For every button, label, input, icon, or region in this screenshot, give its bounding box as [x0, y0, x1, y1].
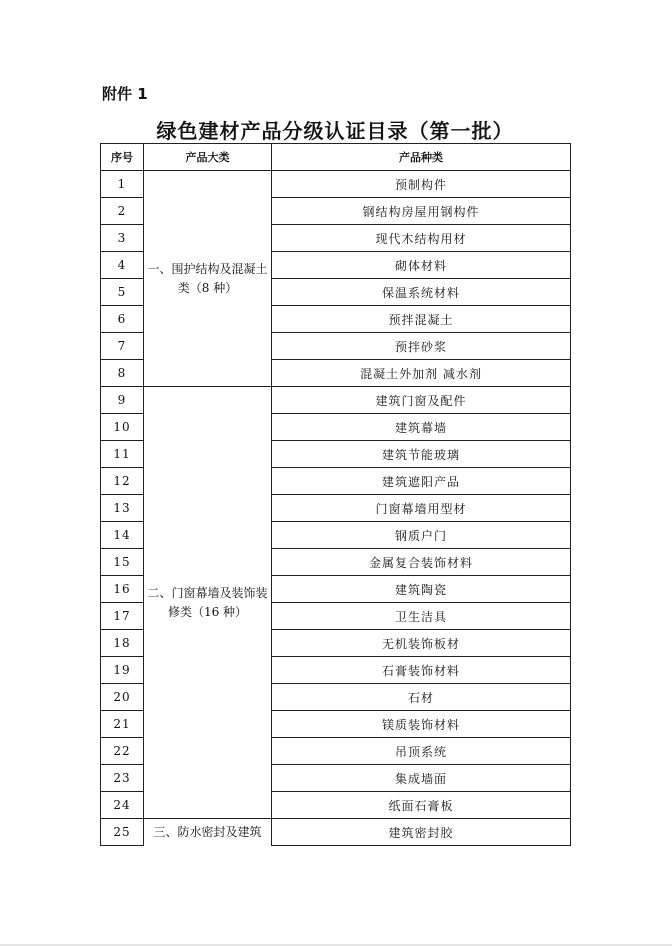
product-name: 预拌混凝土 — [272, 306, 571, 333]
product-name: 金属复合装饰材料 — [272, 549, 571, 576]
product-name: 建筑门窗及配件 — [272, 387, 571, 414]
row-index: 6 — [101, 306, 144, 333]
row-index: 1 — [101, 171, 144, 198]
row-index: 16 — [101, 576, 144, 603]
product-name: 集成墙面 — [272, 765, 571, 792]
row-index: 12 — [101, 468, 144, 495]
row-index: 7 — [101, 333, 144, 360]
table-row — [101, 171, 571, 198]
table-body — [101, 171, 571, 846]
catalog-table — [100, 143, 571, 846]
product-name: 吊顶系统 — [272, 738, 571, 765]
product-name: 预制构件 — [272, 171, 571, 198]
attachment-label: 附件 1 — [102, 85, 148, 103]
product-name: 砌体材料 — [272, 252, 571, 279]
row-index: 18 — [101, 630, 144, 657]
product-name: 建筑节能玻璃 — [272, 441, 571, 468]
row-index: 5 — [101, 279, 144, 306]
category-cell: 一、围护结构及混凝土类（8 种） — [144, 171, 272, 387]
row-index: 9 — [101, 387, 144, 414]
row-index: 20 — [101, 684, 144, 711]
product-name: 建筑密封胶 — [272, 819, 571, 846]
product-name: 门窗幕墙用型材 — [272, 495, 571, 522]
product-name: 建筑幕墙 — [272, 414, 571, 441]
row-index: 22 — [101, 738, 144, 765]
table-row — [101, 387, 571, 414]
product-name: 镁质装饰材料 — [272, 711, 571, 738]
product-name: 钢结构房屋用钢构件 — [272, 198, 571, 225]
category-cell: 二、门窗幕墙及装饰装修类（16 种） — [144, 387, 272, 819]
row-index: 10 — [101, 414, 144, 441]
product-name: 建筑遮阳产品 — [272, 468, 571, 495]
header-category: 产品大类 — [144, 144, 272, 171]
product-name: 建筑陶瓷 — [272, 576, 571, 603]
table-row — [101, 819, 571, 846]
product-name: 保温系统材料 — [272, 279, 571, 306]
row-index: 2 — [101, 198, 144, 225]
row-index: 4 — [101, 252, 144, 279]
header-product: 产品种类 — [272, 144, 571, 171]
row-index: 13 — [101, 495, 144, 522]
product-name: 卫生洁具 — [272, 603, 571, 630]
row-index: 25 — [101, 819, 144, 846]
row-index: 3 — [101, 225, 144, 252]
product-name: 预拌砂浆 — [272, 333, 571, 360]
header-index: 序号 — [101, 144, 144, 171]
row-index: 23 — [101, 765, 144, 792]
product-name: 纸面石膏板 — [272, 792, 571, 819]
row-index: 11 — [101, 441, 144, 468]
category-cell: 三、防水密封及建筑 — [144, 819, 272, 846]
row-index: 17 — [101, 603, 144, 630]
row-index: 19 — [101, 657, 144, 684]
product-name: 钢质户门 — [272, 522, 571, 549]
table-header-row — [101, 144, 571, 171]
product-name: 现代木结构用材 — [272, 225, 571, 252]
row-index: 14 — [101, 522, 144, 549]
row-index: 21 — [101, 711, 144, 738]
page-title: 绿色建材产品分级认证目录（第一批） — [156, 119, 514, 143]
product-name: 混凝土外加剂 减水剂 — [272, 360, 571, 387]
product-name: 石材 — [272, 684, 571, 711]
product-name: 石膏装饰材料 — [272, 657, 571, 684]
product-name: 无机装饰板材 — [272, 630, 571, 657]
row-index: 24 — [101, 792, 144, 819]
row-index: 8 — [101, 360, 144, 387]
row-index: 15 — [101, 549, 144, 576]
